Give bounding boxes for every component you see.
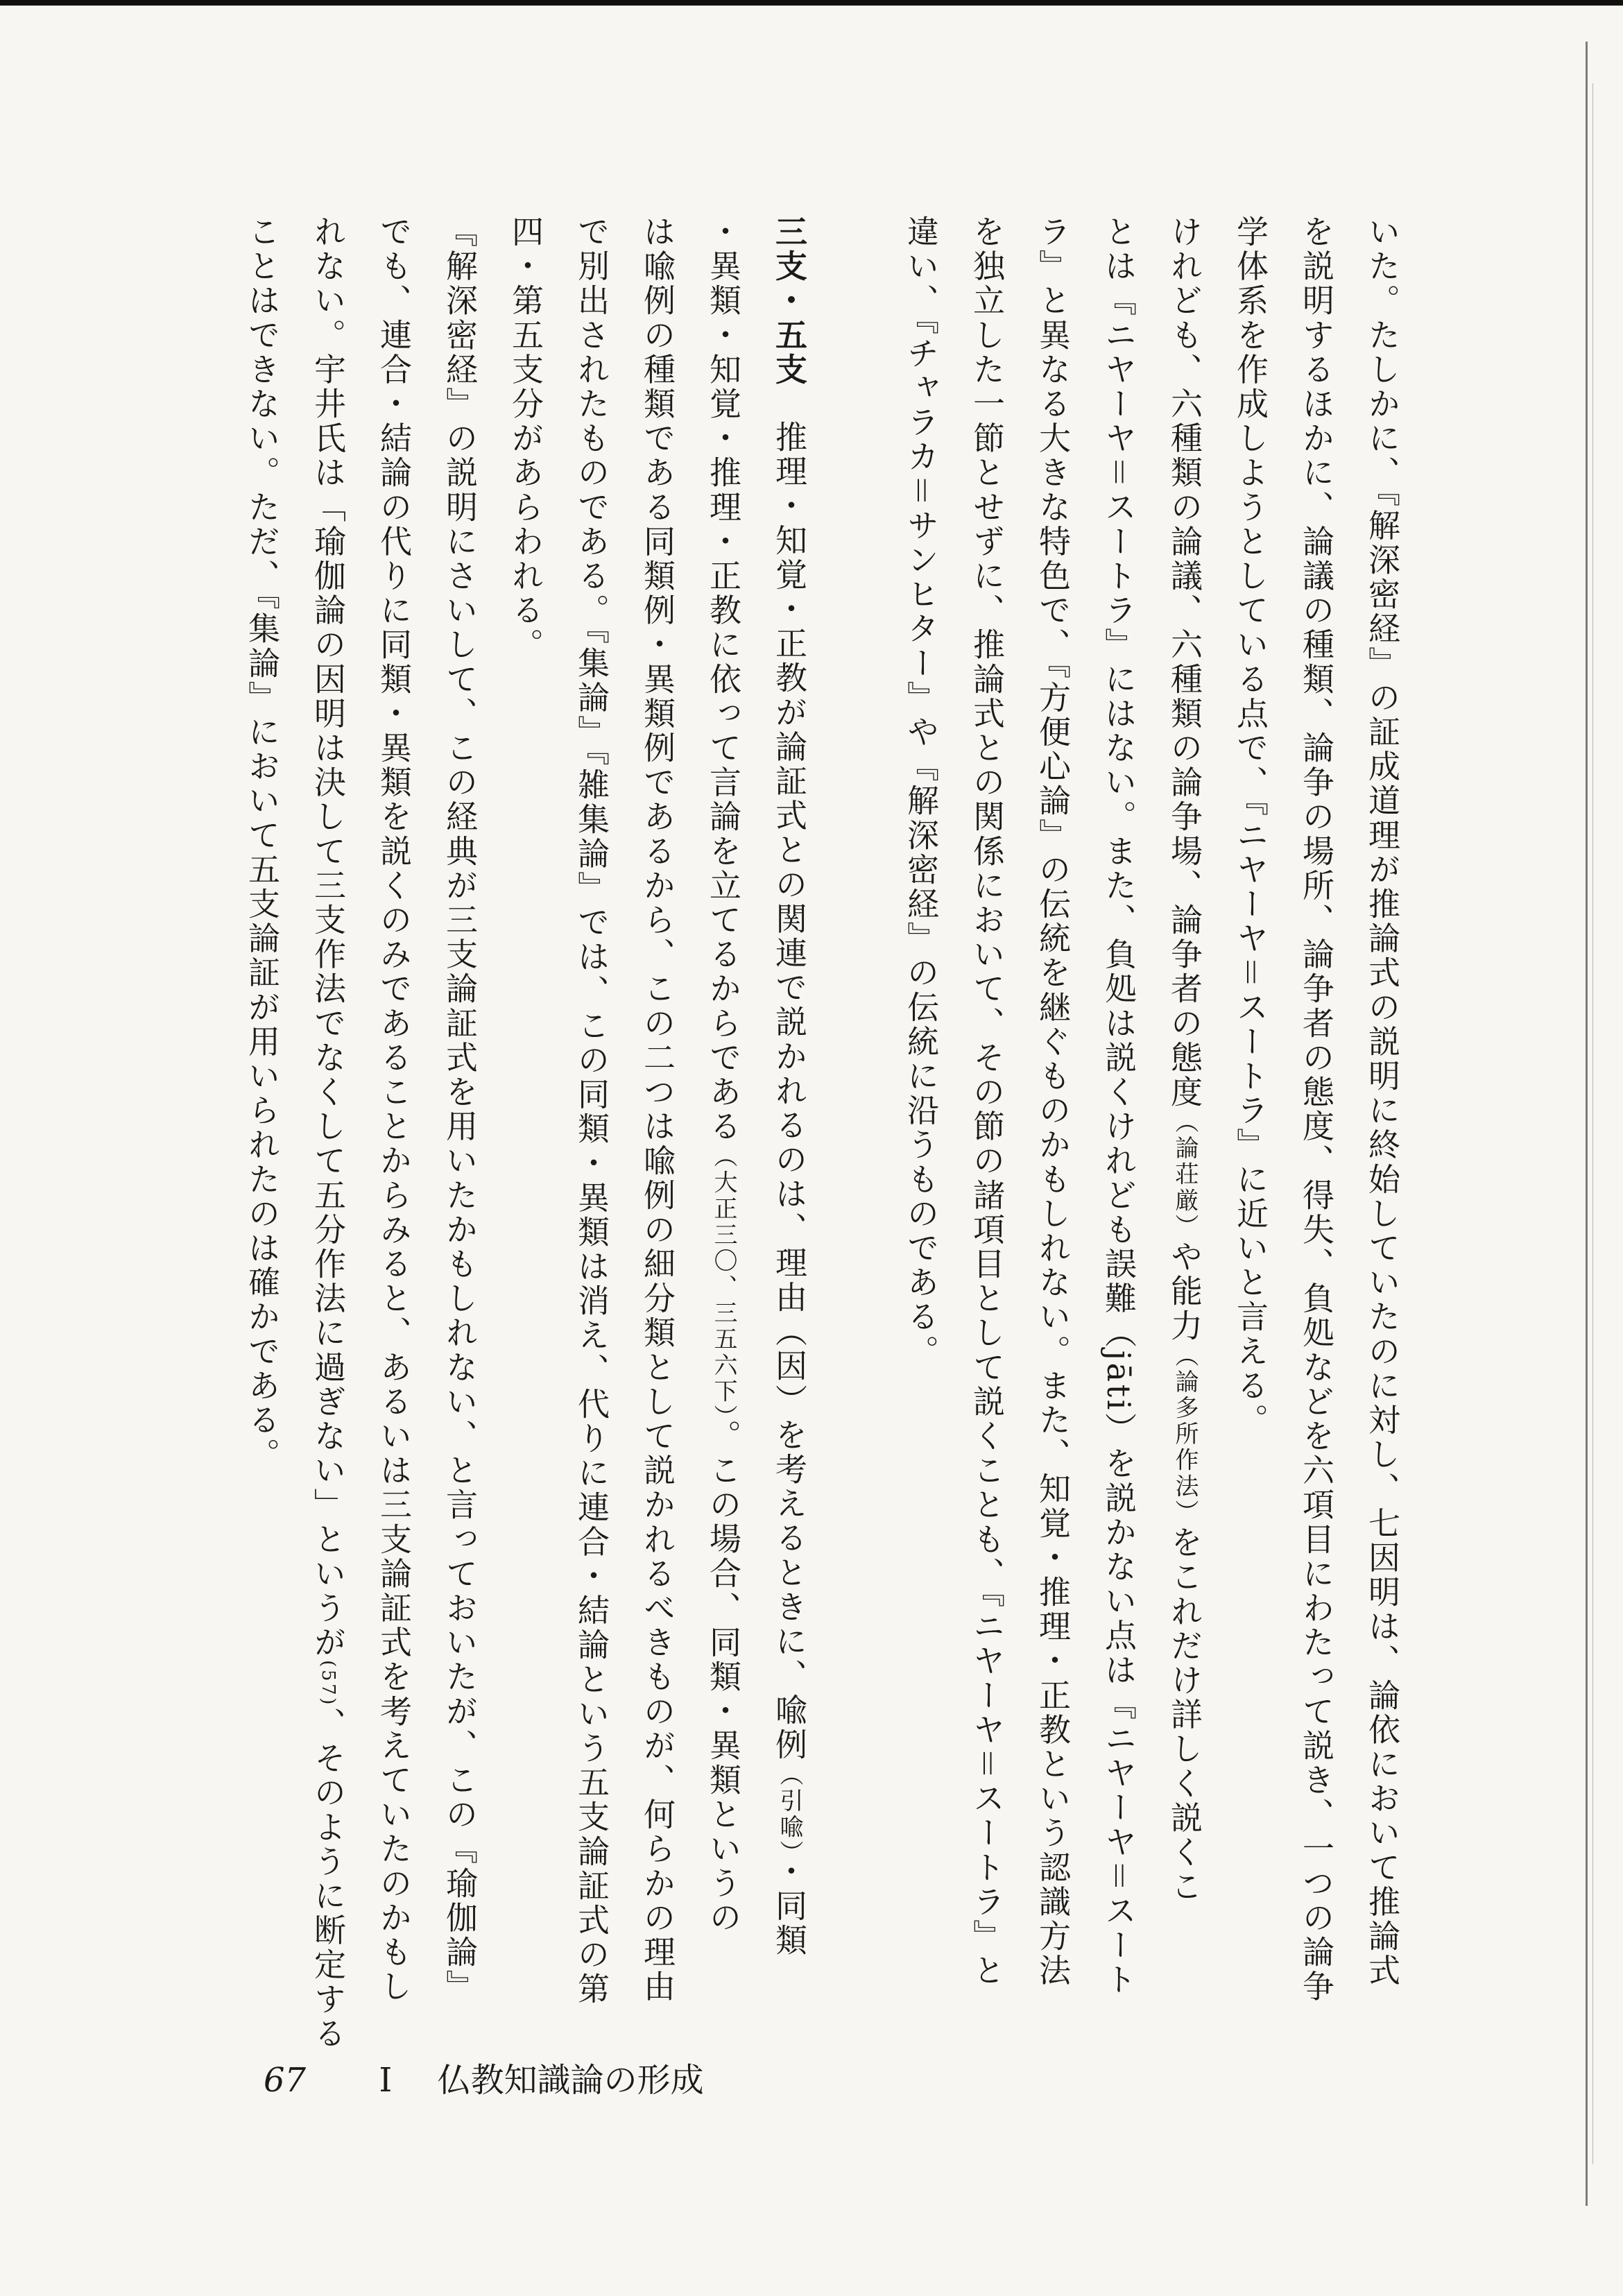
text-run: 。この場合、同類・異類というの (705, 1419, 742, 1935)
text-line: 学体系を作成しようとしている点で、『ニヤーヤ＝スートラ』に近いと言える。 (1232, 215, 1269, 1438)
text-line: で別出されたものである。『集論』『雑集論』では、この同類・異類は消え、代りに連合・結論という五支論証式の第 (573, 215, 610, 2007)
page-edge-line-inner (1592, 83, 1593, 2164)
text-run: けれども、六種類の論議、六種類の論争場、論争者の態度 (1166, 215, 1203, 1110)
text-run: 推理・知覚・正教が論証式との関連で説かれるのは、理由（因）を考えるときに、喩例 (771, 420, 808, 1763)
text-line: は喩例の種類である同類例・異類例であるから、この二つは喩例の細分類として説かれるべきものが、何らかの理由 (639, 215, 676, 2005)
text-line: を独立した一節とせずに、推論式との関係において、その節の諸項目として説くことも、『ニヤーヤ＝スートラ』と (968, 215, 1006, 1989)
text-line (1151, 215, 1217, 1905)
text-line (690, 215, 756, 1935)
text-run: ・異類・知覚・推理・正教に依って言論を立てるからである (705, 215, 742, 1145)
text-line: ことはできない。ただ、『集論』において五支論証が用いられたのは確かである。 (243, 215, 281, 1473)
text-run: 、そのように断定する (309, 1706, 347, 2051)
text-line: いた。たしかに、『解深密経』の証成道理が推論式の説明に終始していたのに対し、七因明は、論依において推論式 (1364, 215, 1401, 1989)
top-edge-rule (0, 0, 1623, 6)
text-run: をこれだけ詳しく説くこ (1166, 1525, 1203, 1905)
inline-note: （論多所作法） (1171, 1343, 1199, 1526)
inline-note: （論荘厳） (1171, 1109, 1199, 1240)
text-line: を説明するほかに、論議の種類、論争の場所、論争者の態度、得失、負処などを六項目にわたって説き、一つの論争 (1298, 215, 1335, 2005)
chapter-title: 仏教知識論の形成 (437, 2061, 704, 2100)
text-run: や能力 (1166, 1240, 1203, 1344)
text-line: でも、連合・結論の代りに同類・異類を説くのみであることからみると、あるいは三支論証式を考えていたのかもし (375, 215, 413, 2005)
text-run: ・同類 (771, 1854, 808, 1958)
text-line: 『解深密経』の説明にさいして、この経典が三支論証式を用いたかもしれない、と言っておいたが、この『瑜伽論』 (441, 215, 479, 2005)
section-gap (822, 215, 888, 1637)
text-line (756, 215, 822, 1958)
page-footer (264, 2053, 704, 2101)
footnote-marker: (57) (318, 1660, 338, 1707)
page-number: 67 (264, 2061, 307, 2100)
chapter-numeral: I (379, 2061, 393, 2100)
page-edge-line (1586, 42, 1588, 2206)
text-line: ラ』と異なる大きな特色で、『方便心論』の伝統を継ぐものかもしれない。また、知覚・推理・正教という認識方法 (1034, 215, 1072, 1989)
text-line: とは『ニヤーヤ＝スートラ』にはない。また、負処は説くけれども誤難（jāti）を説かない点は『ニヤーヤ＝スート (1100, 215, 1137, 1998)
text-line: 四・第五支分があらわれる。 (507, 215, 544, 662)
inline-note: （引喩） (775, 1762, 803, 1855)
text-line (295, 215, 361, 2051)
inline-note: （大正三〇、三五六下） (710, 1144, 737, 1419)
text-run: れない。宇井氏は「瑜伽論の因明は決して三支作法でなくして五分作法に過ぎない」というが (309, 215, 347, 1661)
main-text (236, 215, 1415, 2051)
text-line: 違い、『チャラカ＝サンヒター』や『解深密経』の伝統に沿うものである。 (902, 215, 940, 1369)
section-heading: 三支・五支 (771, 215, 808, 387)
